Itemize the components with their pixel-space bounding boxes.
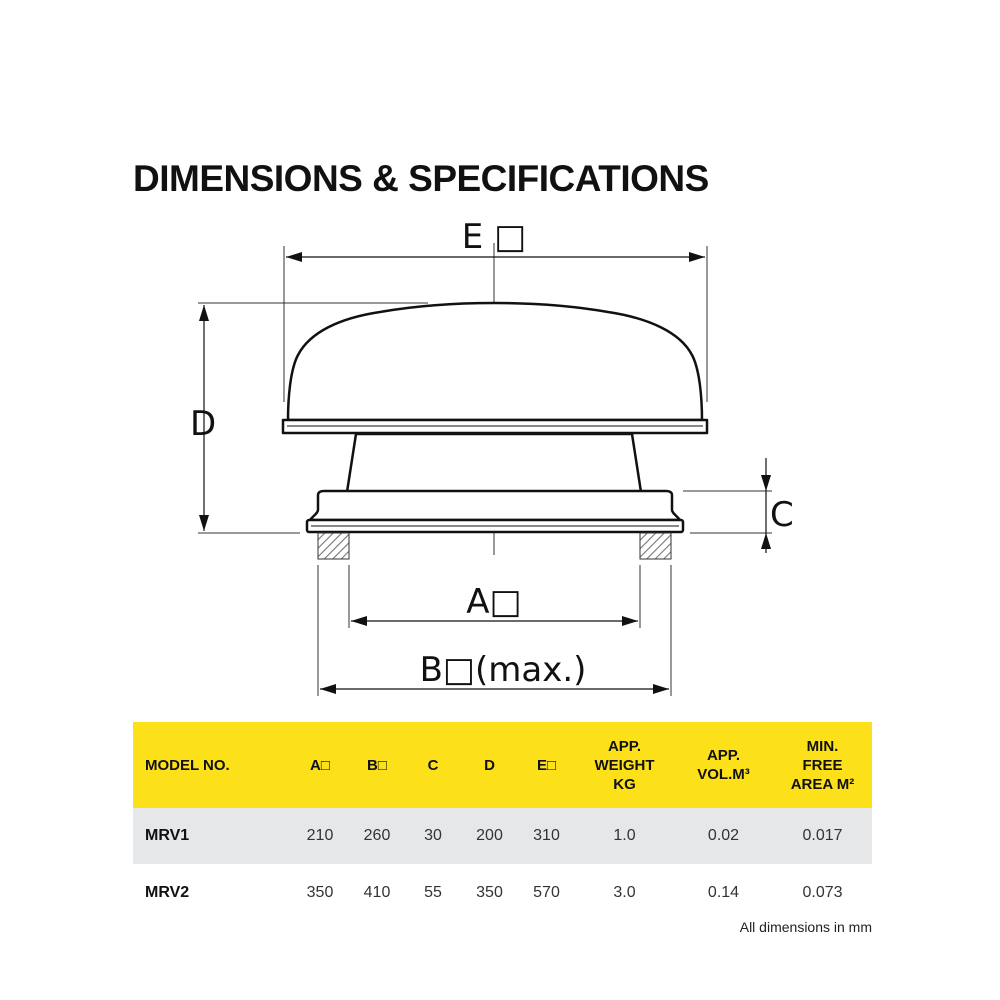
dimension-e-label: E □ xyxy=(461,217,527,257)
table-header-row xyxy=(133,722,872,808)
header-free-area: MIN. FREE AREA M² xyxy=(773,722,872,808)
header-volume: APP. VOL.M³ xyxy=(674,722,773,808)
cell-d: 200 xyxy=(461,808,518,864)
cell-weight: 1.0 xyxy=(575,808,674,864)
cell-b: 410 xyxy=(349,864,405,922)
cell-free-area: 0.017 xyxy=(773,808,872,864)
dimension-a-label: A□ xyxy=(466,582,522,622)
cell-volume: 0.02 xyxy=(674,808,773,864)
cell-e: 570 xyxy=(518,864,575,922)
header-model: MODEL NO. xyxy=(133,722,291,808)
specifications-table xyxy=(133,722,872,922)
cell-volume: 0.14 xyxy=(674,864,773,922)
cell-b: 260 xyxy=(349,808,405,864)
right-upstand xyxy=(640,533,671,559)
dimension-d-label: D xyxy=(190,404,217,444)
cell-a: 210 xyxy=(291,808,349,864)
header-d: D xyxy=(461,722,518,808)
header-b: B□ xyxy=(349,722,405,808)
cell-model: MRV1 xyxy=(133,808,291,864)
table-row xyxy=(133,864,872,922)
cell-weight: 3.0 xyxy=(575,864,674,922)
cell-free-area: 0.073 xyxy=(773,864,872,922)
page-title: DIMENSIONS & SPECIFICATIONS xyxy=(133,158,709,199)
cell-e: 310 xyxy=(518,808,575,864)
cell-c: 55 xyxy=(405,864,461,922)
cell-d: 350 xyxy=(461,864,518,922)
header-c: C xyxy=(405,722,461,808)
vent-outline xyxy=(283,303,707,532)
table-row xyxy=(133,808,872,864)
cell-a: 350 xyxy=(291,864,349,922)
dimension-c-label: C xyxy=(770,495,794,535)
header-weight: APP. WEIGHT KG xyxy=(575,722,674,808)
cell-model: MRV2 xyxy=(133,864,291,922)
left-upstand xyxy=(318,533,349,559)
footnote: All dimensions in mm xyxy=(739,919,872,935)
cell-c: 30 xyxy=(405,808,461,864)
header-e: E□ xyxy=(518,722,575,808)
dimension-b-label: B□(max.) xyxy=(419,650,587,690)
header-a: A□ xyxy=(291,722,349,808)
